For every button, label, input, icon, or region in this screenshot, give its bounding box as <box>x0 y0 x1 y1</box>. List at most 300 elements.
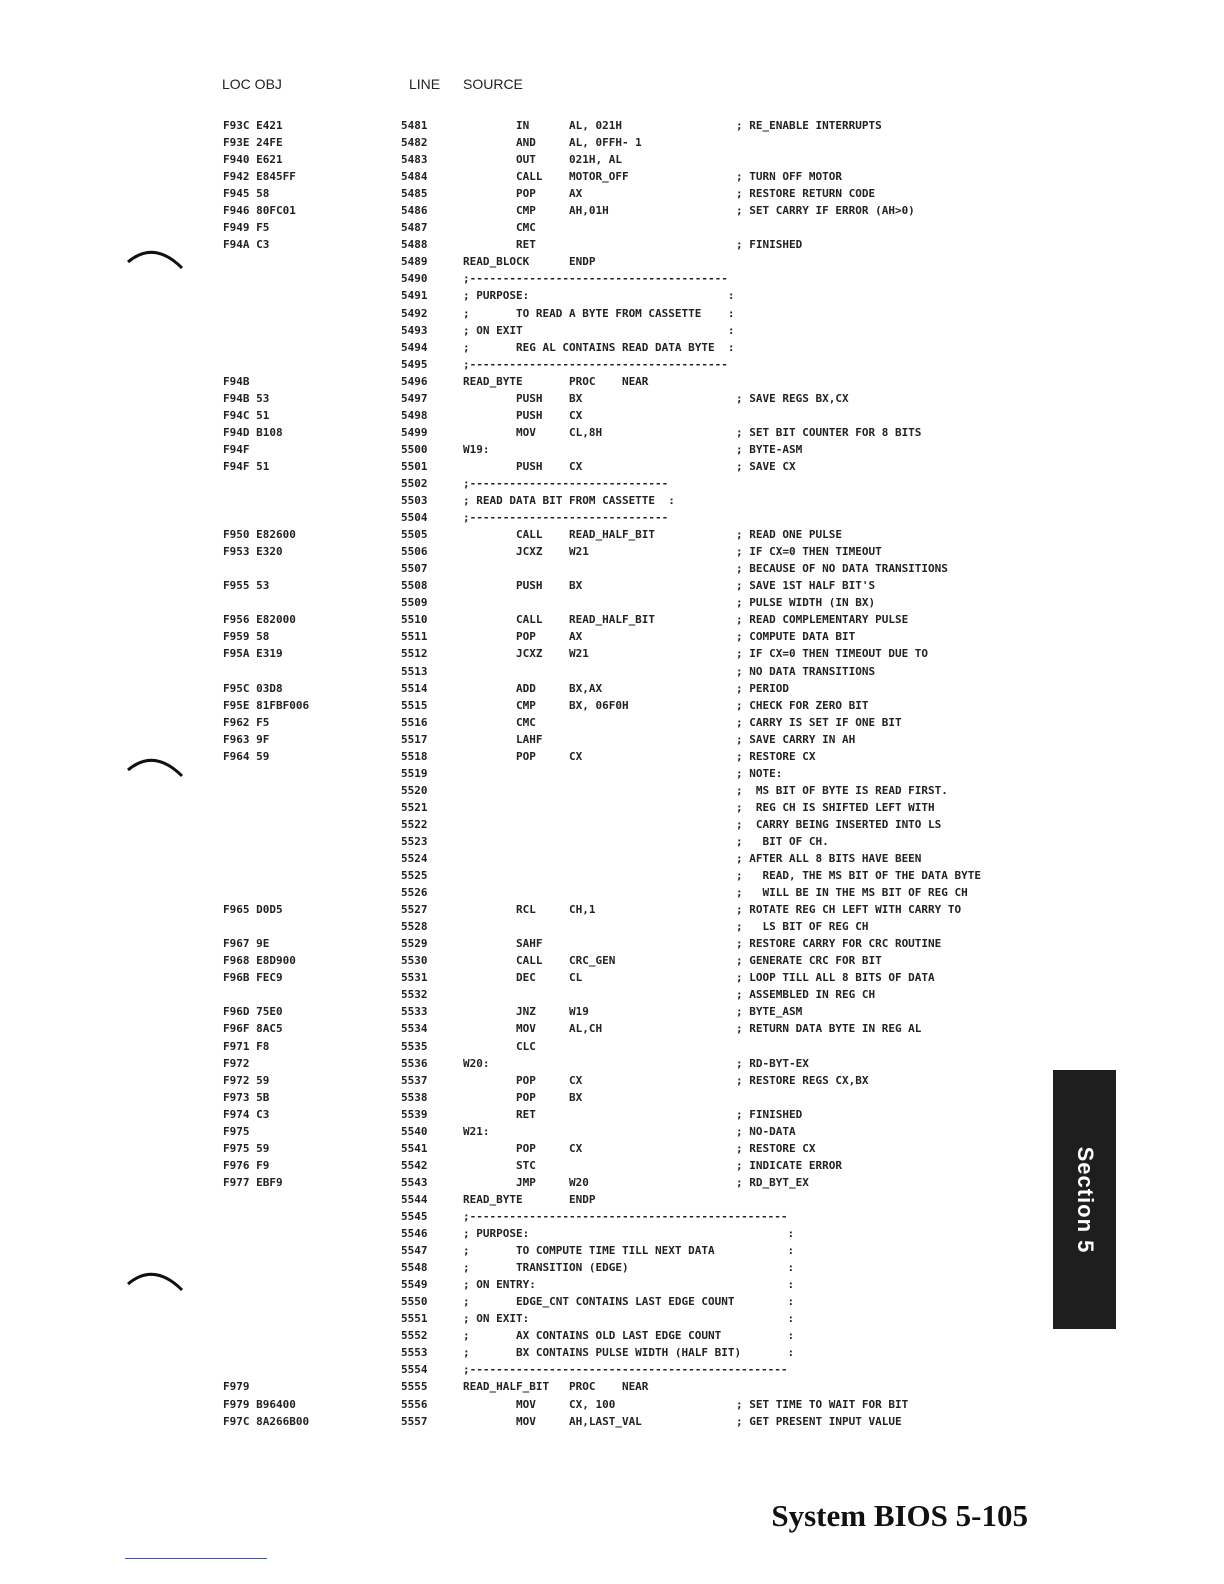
header-source: SOURCE <box>463 76 523 92</box>
loc-obj: F955 53 <box>223 579 270 593</box>
listing-row <box>0 1106 1224 1123</box>
line-number: 5540 <box>401 1124 428 1138</box>
loc-obj: F972 <box>223 1056 250 1070</box>
source-code: ;------------------------------ <box>463 476 669 490</box>
listing-row <box>0 134 1224 151</box>
listing-row <box>0 714 1224 731</box>
source-code: POP BX <box>463 1090 583 1104</box>
listing-row <box>0 356 1224 373</box>
source-code: ;------------------------------------------------ <box>463 1210 788 1223</box>
comment: ; FINISHED <box>736 238 803 252</box>
source-code: READ_HALF_BIT PROC NEAR <box>463 1380 649 1394</box>
comment: ; RESTORE CX <box>736 749 816 763</box>
source-code: CMC <box>463 715 536 729</box>
line-number: 5483 <box>401 153 428 167</box>
line-number: 5532 <box>401 988 428 1002</box>
listing-row <box>0 202 1224 219</box>
comment: ; PULSE WIDTH (IN BX) <box>736 596 876 610</box>
source-code: CLC <box>463 1039 536 1053</box>
listing-row <box>0 850 1224 867</box>
line-number: 5514 <box>401 681 428 695</box>
comment: ; RESTORE RETURN CODE <box>736 187 876 201</box>
line-number: 5556 <box>401 1397 428 1411</box>
listing-row <box>0 509 1224 526</box>
listing-row <box>0 1413 1224 1430</box>
source-code: CALL READ_HALF_BIT <box>463 528 656 542</box>
source-code: ;--------------------------------------- <box>463 357 728 371</box>
line-number: 5499 <box>401 425 428 439</box>
listing-row <box>0 1191 1224 1208</box>
source-code: CALL READ_HALF_BIT <box>463 613 656 627</box>
loc-obj: F940 E621 <box>223 153 283 167</box>
listing-row <box>0 1344 1224 1361</box>
listing-row <box>0 492 1224 509</box>
line-number: 5544 <box>401 1192 428 1206</box>
listing-row <box>0 697 1224 714</box>
loc-obj: F975 59 <box>223 1141 270 1155</box>
listing-row <box>0 645 1224 662</box>
comment: ; TURN OFF MOTOR <box>736 170 842 184</box>
listing-row <box>0 1378 1224 1395</box>
loc-obj: F979 <box>223 1380 250 1394</box>
line-number: 5482 <box>401 136 428 150</box>
listing-row <box>0 867 1224 884</box>
source-code: JNZ W19 <box>463 1005 589 1019</box>
comment: ; GET PRESENT INPUT VALUE <box>736 1414 902 1428</box>
line-number: 5513 <box>401 664 428 678</box>
source-code: W20: <box>463 1056 490 1070</box>
line-number: 5507 <box>401 562 428 576</box>
line-number: 5485 <box>401 187 428 201</box>
comment: ; COMPUTE DATA BIT <box>736 630 856 644</box>
comment: ; SAVE 1ST HALF BIT'S <box>736 579 876 593</box>
line-number: 5517 <box>401 732 428 746</box>
loc-obj: F96F 8AC5 <box>223 1022 283 1036</box>
listing-row <box>0 884 1224 901</box>
source-code: ; TRANSITION (EDGE) : <box>463 1261 795 1275</box>
source-code: READ_BLOCK ENDP <box>463 255 596 269</box>
listing-row <box>0 782 1224 799</box>
source-code: PUSH BX <box>463 391 583 405</box>
comment: ; RD_BYT_EX <box>736 1175 809 1189</box>
comment: ; READ COMPLEMENTARY PULSE <box>736 613 909 627</box>
loc-obj: F950 E82600 <box>223 528 296 542</box>
comment: ; SAVE REGS BX,CX <box>736 391 849 405</box>
source-code: MOV CL,8H <box>463 425 603 439</box>
line-number: 5487 <box>401 221 428 235</box>
listing-row <box>0 1293 1224 1310</box>
listing-row <box>0 594 1224 611</box>
line-number: 5538 <box>401 1090 428 1104</box>
source-code: ; PURPOSE: : <box>463 289 735 303</box>
line-number: 5552 <box>401 1329 428 1343</box>
comment: ; READ, THE MS BIT OF THE DATA BYTE <box>736 869 982 883</box>
column-header <box>0 76 1224 94</box>
line-number: 5497 <box>401 391 428 405</box>
loc-obj: F975 <box>223 1124 250 1138</box>
source-code: OUT 021H, AL <box>463 153 622 167</box>
listing-row <box>0 1055 1224 1072</box>
loc-obj: F96D 75E0 <box>223 1005 283 1019</box>
comment: ; RESTORE REGS CX,BX <box>736 1073 869 1087</box>
listing-row <box>0 543 1224 560</box>
source-code: CMP AH,01H <box>463 204 609 218</box>
line-number: 5547 <box>401 1244 428 1258</box>
source-code: ; PURPOSE: : <box>463 1227 795 1241</box>
source-code: CALL MOTOR_OFF <box>463 170 629 184</box>
loc-obj: F93E 24FE <box>223 136 283 150</box>
loc-obj: F964 59 <box>223 749 270 763</box>
loc-obj: F976 F9 <box>223 1158 270 1172</box>
source-code: DEC CL <box>463 971 583 985</box>
line-number: 5488 <box>401 238 428 252</box>
loc-obj: F95E 81FBF006 <box>223 698 310 712</box>
source-code: ; BX CONTAINS PULSE WIDTH (HALF BIT) : <box>463 1346 795 1360</box>
line-number: 5498 <box>401 408 428 422</box>
source-code: ; ON EXIT : <box>463 323 735 337</box>
loc-obj: F946 80FC01 <box>223 204 296 218</box>
comment: ; LOOP TILL ALL 8 BITS OF DATA <box>736 971 935 985</box>
comment: ; ROTATE REG CH LEFT WITH CARRY TO <box>736 903 962 917</box>
comment: ; AFTER ALL 8 BITS HAVE BEEN <box>736 852 922 866</box>
source-code: CALL CRC_GEN <box>463 954 616 968</box>
source-code: AND AL, 0FFH- 1 <box>463 136 642 150</box>
line-number: 5534 <box>401 1022 428 1036</box>
line-number: 5486 <box>401 204 428 218</box>
comment: ; PERIOD <box>736 681 789 695</box>
listing-row <box>0 1327 1224 1344</box>
listing-row <box>0 816 1224 833</box>
source-code: W19: <box>463 442 490 456</box>
comment: ; RESTORE CX <box>736 1141 816 1155</box>
listing-row <box>0 424 1224 441</box>
source-code: POP AX <box>463 187 583 201</box>
comment: ; SAVE CARRY IN AH <box>736 732 856 746</box>
comment: ; NOTE: <box>736 766 783 780</box>
comment: ; CARRY BEING INSERTED INTO LS <box>736 817 942 831</box>
comment: ; ASSEMBLED IN REG CH <box>736 988 876 1002</box>
loc-obj: F963 9F <box>223 732 270 746</box>
line-number: 5542 <box>401 1158 428 1172</box>
line-number: 5536 <box>401 1056 428 1070</box>
line-number: 5543 <box>401 1175 428 1189</box>
source-code: ; TO READ A BYTE FROM CASSETTE : <box>463 306 735 320</box>
listing-row <box>0 322 1224 339</box>
line-number: 5535 <box>401 1039 428 1053</box>
listing-row <box>0 935 1224 952</box>
comment: ; SET TIME TO WAIT FOR BIT <box>736 1397 909 1411</box>
line-number: 5518 <box>401 749 428 763</box>
comment: ; BYTE-ASM <box>736 442 803 456</box>
loc-obj: F97C 8A266B00 <box>223 1414 310 1428</box>
listing-row <box>0 526 1224 543</box>
listing-row <box>0 117 1224 134</box>
line-number: 5490 <box>401 272 428 286</box>
listing-row <box>0 458 1224 475</box>
line-number: 5496 <box>401 374 428 388</box>
source-code: MOV AL,CH <box>463 1022 603 1036</box>
listing-row <box>0 1020 1224 1037</box>
loc-obj: F95A E319 <box>223 647 283 661</box>
loc-obj: F968 E8D900 <box>223 954 296 968</box>
loc-obj: F959 58 <box>223 630 270 644</box>
listing-row <box>0 1072 1224 1089</box>
source-code: ;------------------------------------------------ <box>463 1363 788 1377</box>
line-number: 5521 <box>401 800 428 814</box>
loc-obj: F94F 51 <box>223 459 270 473</box>
comment: ; FINISHED <box>736 1107 803 1121</box>
listing-row <box>0 339 1224 356</box>
line-number: 5537 <box>401 1073 428 1087</box>
listing-row <box>0 1003 1224 1020</box>
source-code: ; REG AL CONTAINS READ DATA BYTE : <box>463 340 735 354</box>
source-code: LAHF <box>463 732 543 746</box>
section-tab <box>1053 1070 1116 1329</box>
line-number: 5511 <box>401 630 428 644</box>
listing-row <box>0 680 1224 697</box>
source-code: PUSH CX <box>463 408 583 422</box>
comment: ; CHECK FOR ZERO BIT <box>736 698 869 712</box>
comment: ; REG CH IS SHIFTED LEFT WITH <box>736 800 935 814</box>
comment: ; WILL BE IN THE MS BIT OF REG CH <box>736 886 968 900</box>
source-code: POP CX <box>463 1073 583 1087</box>
line-number: 5495 <box>401 357 428 371</box>
comment: ; IF CX=0 THEN TIMEOUT <box>736 545 882 559</box>
line-number: 5546 <box>401 1227 428 1241</box>
source-code: RET <box>463 1107 536 1121</box>
listing-row <box>0 1038 1224 1055</box>
line-number: 5557 <box>401 1414 428 1428</box>
line-number: 5523 <box>401 834 428 848</box>
line-number: 5484 <box>401 170 428 184</box>
source-code: POP CX <box>463 749 583 763</box>
source-code: ;------------------------------ <box>463 511 669 525</box>
comment: ; BECAUSE OF NO DATA TRANSITIONS <box>736 562 948 576</box>
line-number: 5510 <box>401 613 428 627</box>
listing-row <box>0 969 1224 986</box>
loc-obj: F949 F5 <box>223 221 270 235</box>
line-number: 5494 <box>401 340 428 354</box>
page-footer: System BIOS 5-105 <box>771 1498 1028 1533</box>
line-number: 5501 <box>401 459 428 473</box>
source-code: CMP BX, 06F0H <box>463 698 629 712</box>
source-code: RET <box>463 238 536 252</box>
listing-row <box>0 373 1224 390</box>
loc-obj: F974 C3 <box>223 1107 270 1121</box>
line-number: 5519 <box>401 766 428 780</box>
listing-row <box>0 1396 1224 1413</box>
loc-obj: F956 E82000 <box>223 613 296 627</box>
listing-row <box>0 560 1224 577</box>
listing-row <box>0 305 1224 322</box>
source-code: ADD BX,AX <box>463 681 603 695</box>
line-number: 5527 <box>401 903 428 917</box>
source-code: ; ON ENTRY: : <box>463 1278 795 1292</box>
comment: ; SET CARRY IF ERROR (AH>0) <box>736 204 915 218</box>
comment: ; GENERATE CRC FOR BIT <box>736 954 882 968</box>
listing-row <box>0 952 1224 969</box>
loc-obj: F967 9E <box>223 937 270 951</box>
loc-obj: F965 D0D5 <box>223 903 283 917</box>
source-code: W21: <box>463 1124 490 1138</box>
loc-obj: F979 B96400 <box>223 1397 296 1411</box>
line-number: 5551 <box>401 1312 428 1326</box>
comment: ; BIT OF CH. <box>736 834 829 848</box>
line-number: 5541 <box>401 1141 428 1155</box>
source-code: IN AL, 021H <box>463 119 622 132</box>
source-code: JMP W20 <box>463 1175 589 1189</box>
listing-row <box>0 663 1224 680</box>
listing-row <box>0 151 1224 168</box>
source-code: ; READ DATA BIT FROM CASSETTE : <box>463 494 675 508</box>
line-number: 5506 <box>401 545 428 559</box>
line-number: 5528 <box>401 920 428 934</box>
source-code: READ_BYTE ENDP <box>463 1192 596 1206</box>
line-number: 5502 <box>401 476 428 490</box>
listing-row <box>0 577 1224 594</box>
comment: ; SET BIT COUNTER FOR 8 BITS <box>736 425 922 439</box>
loc-obj: F93C E421 <box>223 119 283 132</box>
comment: ; READ ONE PULSE <box>736 528 842 542</box>
loc-obj: F94B 53 <box>223 391 270 405</box>
listing-row <box>0 1123 1224 1140</box>
line-number: 5525 <box>401 869 428 883</box>
comment: ; LS BIT OF REG CH <box>736 920 869 934</box>
line-number: 5550 <box>401 1295 428 1309</box>
line-number: 5555 <box>401 1380 428 1394</box>
line-number: 5512 <box>401 647 428 661</box>
line-number: 5539 <box>401 1107 428 1121</box>
listing-row <box>0 185 1224 202</box>
loc-obj: F94A C3 <box>223 238 270 252</box>
comment: ; MS BIT OF BYTE IS READ FIRST. <box>736 783 948 797</box>
section-tab-label: Section 5 <box>1072 1146 1098 1253</box>
line-number: 5530 <box>401 954 428 968</box>
line-number: 5553 <box>401 1346 428 1360</box>
listing-row <box>0 1242 1224 1259</box>
line-number: 5504 <box>401 511 428 525</box>
comment: ; SAVE CX <box>736 459 796 473</box>
listing-row <box>0 1225 1224 1242</box>
line-number: 5491 <box>401 289 428 303</box>
line-number: 5500 <box>401 442 428 456</box>
comment: ; RD-BYT-EX <box>736 1056 809 1070</box>
comment: ; RESTORE CARRY FOR CRC ROUTINE <box>736 937 942 951</box>
line-number: 5522 <box>401 817 428 831</box>
line-number: 5489 <box>401 255 428 269</box>
source-code: POP AX <box>463 630 583 644</box>
listing-row <box>0 1089 1224 1106</box>
line-number: 5529 <box>401 937 428 951</box>
comment: ; BYTE_ASM <box>736 1005 803 1019</box>
listing-row <box>0 1140 1224 1157</box>
loc-obj: F945 58 <box>223 187 270 201</box>
comment: ; INDICATE ERROR <box>736 1158 842 1172</box>
line-number: 5531 <box>401 971 428 985</box>
loc-obj: F95C 03D8 <box>223 681 283 695</box>
listing-row <box>0 390 1224 407</box>
comment: ; RE_ENABLE INTERRUPTS <box>736 119 882 132</box>
loc-obj: F94F <box>223 442 250 456</box>
footer-rule <box>125 1558 267 1559</box>
source-code: PUSH CX <box>463 459 583 473</box>
loc-obj: F973 5B <box>223 1090 270 1104</box>
comment: ; CARRY IS SET IF ONE BIT <box>736 715 902 729</box>
source-code: SAHF <box>463 937 543 951</box>
listing-row <box>0 918 1224 935</box>
line-number: 5545 <box>401 1210 428 1223</box>
comment: ; IF CX=0 THEN TIMEOUT DUE TO <box>736 647 929 661</box>
line-number: 5548 <box>401 1261 428 1275</box>
loc-obj: F94C 51 <box>223 408 270 422</box>
loc-obj: F96B FEC9 <box>223 971 283 985</box>
binder-hole-mark <box>124 1266 186 1292</box>
listing-row <box>0 731 1224 748</box>
comment: ; NO DATA TRANSITIONS <box>736 664 876 678</box>
source-code: MOV AH,LAST_VAL <box>463 1414 642 1428</box>
source-code: ; TO COMPUTE TIME TILL NEXT DATA : <box>463 1244 795 1258</box>
listing-row <box>0 1157 1224 1174</box>
line-number: 5549 <box>401 1278 428 1292</box>
listing-row <box>0 407 1224 424</box>
line-number: 5524 <box>401 852 428 866</box>
comment: ; RETURN DATA BYTE IN REG AL <box>736 1022 922 1036</box>
line-number: 5516 <box>401 715 428 729</box>
line-number: 5533 <box>401 1005 428 1019</box>
source-code: PUSH BX <box>463 579 583 593</box>
loc-obj: F971 F8 <box>223 1039 270 1053</box>
listing-row <box>0 1174 1224 1191</box>
source-code: MOV CX, 100 <box>463 1397 616 1411</box>
line-number: 5492 <box>401 306 428 320</box>
line-number: 5554 <box>401 1363 428 1377</box>
loc-obj: F94D B108 <box>223 425 283 439</box>
listing-row <box>0 611 1224 628</box>
listing-row <box>0 1310 1224 1327</box>
binder-hole-mark <box>124 752 186 778</box>
listing-row <box>0 799 1224 816</box>
listing-row <box>0 219 1224 236</box>
listing-row <box>0 628 1224 645</box>
source-code: ;--------------------------------------- <box>463 272 728 286</box>
source-code: ; EDGE_CNT CONTAINS LAST EDGE COUNT : <box>463 1295 795 1309</box>
source-code: RCL CH,1 <box>463 903 596 917</box>
source-code: JCXZ W21 <box>463 545 589 559</box>
line-number: 5481 <box>401 119 428 132</box>
loc-obj: F977 EBF9 <box>223 1175 283 1189</box>
listing-row <box>0 1361 1224 1378</box>
source-code: READ_BYTE PROC NEAR <box>463 374 649 388</box>
loc-obj: F972 59 <box>223 1073 270 1087</box>
loc-obj: F953 E320 <box>223 545 283 559</box>
line-number: 5505 <box>401 528 428 542</box>
comment: ; NO-DATA <box>736 1124 796 1138</box>
header-line: LINE <box>409 76 441 92</box>
loc-obj: F962 F5 <box>223 715 270 729</box>
line-number: 5515 <box>401 698 428 712</box>
source-code: ; AX CONTAINS OLD LAST EDGE COUNT : <box>463 1329 795 1343</box>
listing-row <box>0 287 1224 304</box>
listing-row <box>0 1208 1224 1225</box>
listing-row <box>0 168 1224 185</box>
loc-obj: F94B <box>223 374 250 388</box>
listing-row <box>0 441 1224 458</box>
source-code: ; ON EXIT: : <box>463 1312 795 1326</box>
header-loc-obj: LOC OBJ <box>222 76 282 92</box>
source-code: STC <box>463 1158 536 1172</box>
listing-row <box>0 833 1224 850</box>
line-number: 5526 <box>401 886 428 900</box>
